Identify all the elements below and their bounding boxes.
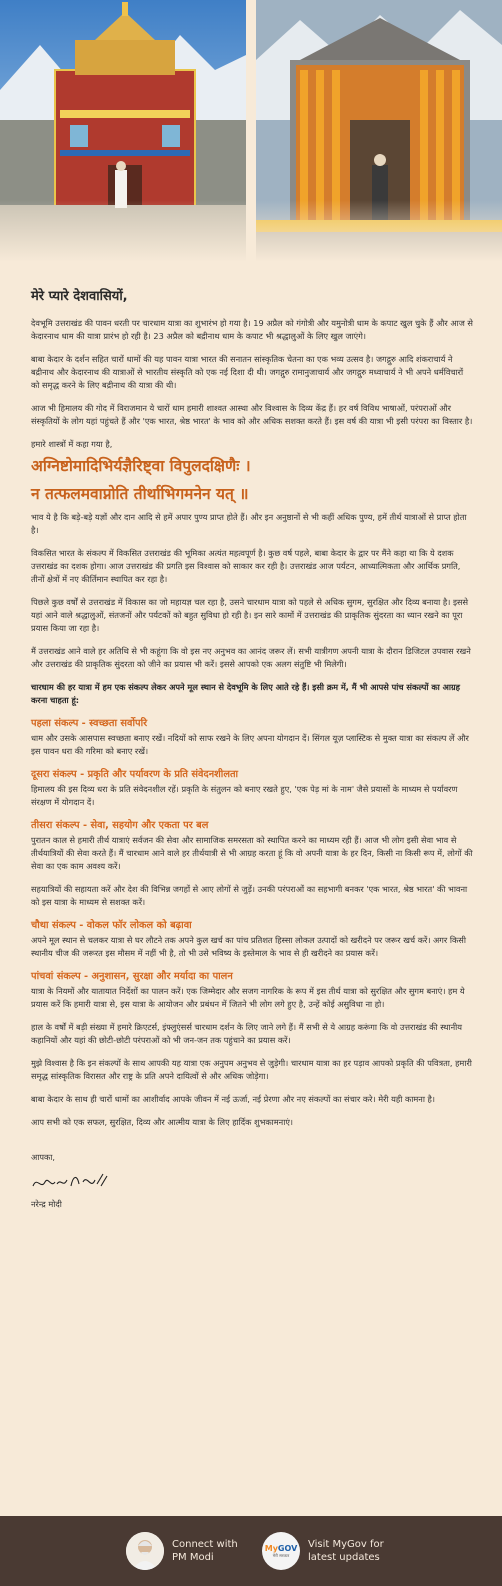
paragraph: विकसित भारत के संकल्प में विकसित उत्तराखंड की भूमिका अत्यंत महत्वपूर्ण है। कुछ वर्ष पहले, बाबा केदार के द्वार पर मैंने कहा था कि ये दशक उत्तराखंड का दशक होगा। आज उत्तराखंड की प्रगति इस विश्वास को साकार कर रही है। उत्तराखंड आज पर्यटन, आध्यात्मिकता और आर्थिक प्रगति, तीनों क्षेत्रों में नए कीर्तिमान स्थापित कर रहा है। (31, 548, 461, 584)
closing: आपका, (31, 1152, 56, 1162)
paragraph-bold: चारधाम की हर यात्रा में हम एक संकल्प लेकर अपने मूल स्थान से देवभूमि के लिए आते रहे हैं। इसी क्रम में, मैं भी आपसे पांच संकल्पों का आग्रह करना चाहता हूं: (31, 682, 460, 705)
resolution-heading: तीसरा संकल्प - सेवा, सहयोग और एकता पर बल (31, 820, 209, 831)
connect-text (172, 1538, 262, 1564)
resolution-heading: पहला संकल्प - स्वच्छता सर्वोपरि (31, 718, 148, 729)
paragraph: बाबा केदार के दर्शन सहित चारों धामों की यह पावन यात्रा भारत की सनातन सांस्कृतिक चेतना का एक भव्य उत्सव है। जगद्गुरु आदि शंकराचार्य ने बद्रीनाथ और केदारनाथ की यात्राओं से भारतीय संस्कृति को एक नई दिशा दी थी। जगद्गुरु रामानुजाचार्य और जगद्गुरु मध्वाचार्य ने भी अपने धर्मविचारों को समृद्ध करने के लिए बद्रीनाथ की यात्रा की थी। (31, 354, 464, 390)
connect-line2: PM Modi (172, 1552, 214, 1563)
letter-body (31, 268, 473, 1211)
mygov-line1: Visit MyGov for (308, 1539, 384, 1550)
resolution-body: सहयात्रियों की सहायता करें और देश की विभिन्न जगहों से आए लोगों से जुड़ें। उनकी परंपराओं का सहभागी बनकर 'एक भारत, श्रेष्ठ भारत' की भावना को इस यात्रा के माध्यम से सशक्त करें। (31, 884, 468, 907)
resolution-body: यात्रा के नियमों और यातायात निर्देशों का पालन करें। एक जिम्मेदार और सजग नागरिक के रूप में इस तीर्थ यात्रा को सुरक्षित और सुगम बनाएं। हम ये प्रयास करें कि हमारी यात्रा से, इस यात्रा के आयोजन और प्रबंधन में जितने भी लोग लगे हुए है, उन्हें कोई असुविधा ना हो। (31, 986, 465, 1009)
mygov-link[interactable] (262, 1532, 398, 1570)
greeting: मेरे प्यारे देशवासियों, (31, 289, 128, 304)
resolution-heading: पांचवां संकल्प - अनुशासन, सुरक्षा और मर्यादा का पालन (31, 971, 233, 982)
mygov-line2: latest updates (308, 1552, 380, 1563)
connect-pm-link[interactable] (126, 1532, 262, 1570)
paragraph: मुझे विश्वास है कि इन संकल्पों के साथ आपकी यह यात्रा एक अनुपम अनुभव से जुड़ेगी। चारधाम यात्रा का हर पड़ाव आपको प्रकृति की पवित्रता, हमारी समृद्ध सांस्कृतिक विरासत और राष्ट्र के प्रति अपने दायित्वों से और अधिक जोड़ेगा। (31, 1058, 472, 1081)
resolution-heading: चौथा संकल्प - वोकल फॉर लोकल को बढ़ावा (31, 920, 192, 931)
hero-temple-images (0, 0, 502, 262)
signatory-name: नरेन्द्र मोदी (31, 1199, 62, 1209)
connect-line1: Connect with (172, 1539, 238, 1550)
shloka-line: अग्निष्टोमादिभिर्यज्ञैरिष्ट्वा विपुलदक्षिणैः । (31, 457, 251, 475)
handwritten-signature (31, 1170, 111, 1194)
paragraph: आज भी हिमालय की गोद में विराजमान ये चारों धाम हमारी शाश्वत आस्था और विश्वास के दिव्य केंद्र हैं। हर वर्ष विविध भाषाओं, परंपराओं और संस्कृतियों के लोग यहां पहुंचते हैं और 'एक भारत, श्रेष्ठ भारत' के भाव को और अधिक सशक्त करते हैं। इस वर्ष की यात्रा भी इसी परंपरा का विस्तार है। (31, 403, 473, 426)
resolution-body: हिमालय की इस दिव्य धरा के प्रति संवेदनशील रहें। प्रकृति के संतुलन को बनाए रखते हुए, 'एक पेड़ मां के नाम' जैसे प्रयासों के माध्यम से पर्यावरण संरक्षण में योगदान दें। (31, 784, 458, 807)
paragraph: मैं उत्तराखंड आने वाले हर अतिथि से भी कहूंगा कि वो इस नए अनुभव का आनंद जरूर लें। सभी यात्रीगण अपनी यात्रा के दौरान डिजिटल उपवास रखने और उत्तराखंड की प्राकृतिक सुंदरता को जीने का प्रयास भी करें। इससे आपको एक अलग संतुष्टि भी मिलेगी। (31, 646, 471, 669)
resolution-body: पुरातन काल से हमारी तीर्थ यात्राएं सर्वजन की सेवा और सामाजिक समरसता को स्थापित करने का माध्यम रही हैं। आज भी लोग इसी सेवा भाव से तीर्थयात्रियों की सेवा करते हैं। मैं चारधाम आने वाले हर तीर्थयात्री से भी आग्रह करता हूं कि वो अपनी यात्रा के हर दिन, किसी ना किसी रूप में, लोगों की सेवा का एक काम अवश्य करें। (31, 835, 473, 871)
pm-avatar (126, 1532, 164, 1570)
paragraph: भाव ये है कि बड़े-बड़े यज्ञों और दान आदि से हमें अपार पुण्य प्राप्त होते हैं। और इन अनुष्ठानों से भी कहीं अधिक पुण्य, हमें तीर्थ यात्राओं से प्राप्त होता है। (31, 512, 467, 535)
paragraph: बाबा केदार के साथ ही चारों धामों का आशीर्वाद आपके जीवन में नई ऊर्जा, नई प्रेरणा और नए संकल्पों का संचार करे। मेरी यही कामना है। (31, 1094, 436, 1104)
resolution-heading: दूसरा संकल्प - प्रकृति और पर्यावरण के प्रति संवेदनशीलता (31, 769, 239, 780)
resolution-body: अपने मूल स्थान से चलकर यात्रा से घर लौटने तक अपने कुल खर्च का पांच प्रतिशत हिस्सा लोकल उत्पादों को खरीदने पर जरूर खर्च करें। अगर किसी स्थानीय चीज की जरूरत इस मौसम में नहीं भी है, तो भी उसे भविष्य के इस्तेमाल के भाव से ही खरीदने का प्रयास करें। (31, 935, 466, 958)
paragraph: पिछले कुछ वर्षों से उत्तराखंड में विकास का जो महायज्ञ चल रहा है, उसने चारधाम यात्रा को पहले से अधिक सुगम, सुरक्षित और दिव्य बनाया है। इससे यहां आने वाले श्रद्धालुओं, संतजनों और पर्यटकों को बहुत सुविधा हो रही है। इन सारे कामों में उत्तराखंड की प्राकृतिक सुंदरता का ध्यान रखने का पूरा प्रयास किया जा रहा है। (31, 597, 469, 633)
mygov-text (308, 1538, 398, 1564)
signature-block (31, 1151, 473, 1211)
shloka-line: न तत्फलमवाप्नोति तीर्थाभिगमनेन यत् ॥ (31, 485, 249, 503)
paragraph: आप सभी को एक सफल, सुरक्षित, दिव्य और आत्मीय यात्रा के लिए हार्दिक शुभकामनाएं। (31, 1117, 293, 1127)
paragraph: देवभूमि उत्तराखंड की पावन धरती पर चारधाम यात्रा का शुभारंभ हो गया है। 19 अप्रैल को गंगोत्री और यमुनोत्री धाम के कपाट खुल चुके हैं और आज से केदारनाथ धाम की यात्रा प्रारंभ हो रही है। 23 अप्रैल को बद्रीनाथ धाम के कपाट भी श्रद्धालुओं के लिए खुल जाएंगे। (31, 318, 473, 341)
resolution-body: धाम और उसके आसपास स्वच्छता बनाए रखें। नदियों को साफ रखने के लिए अपना योगदान दें। सिंगल यूज़ प्लास्टिक से मुक्त यात्रा का संकल्प लें और इस पावन धरा की गरिमा को बनाए रखें। (31, 733, 469, 756)
paragraph: हमारे शास्त्रों में कहा गया है, (31, 439, 113, 449)
paragraph: हाल के वर्षों में बड़ी संख्या में हमारे क्रिएटर्स, इंफ्लुएंसर्स चारधाम दर्शन के लिए जाने लगे हैं। मैं सभी से ये आग्रह करूंगा कि वो उत्तराखंड की स्थानीय कहानियों और यहां की छोटी-छोटी परंपराओं को भी जन-जन तक पहुंचाने का प्रयास करें। (31, 1022, 463, 1045)
mygov-logo: MyGOV मेरी सरकार (262, 1532, 300, 1570)
footer-bar (0, 1516, 502, 1586)
